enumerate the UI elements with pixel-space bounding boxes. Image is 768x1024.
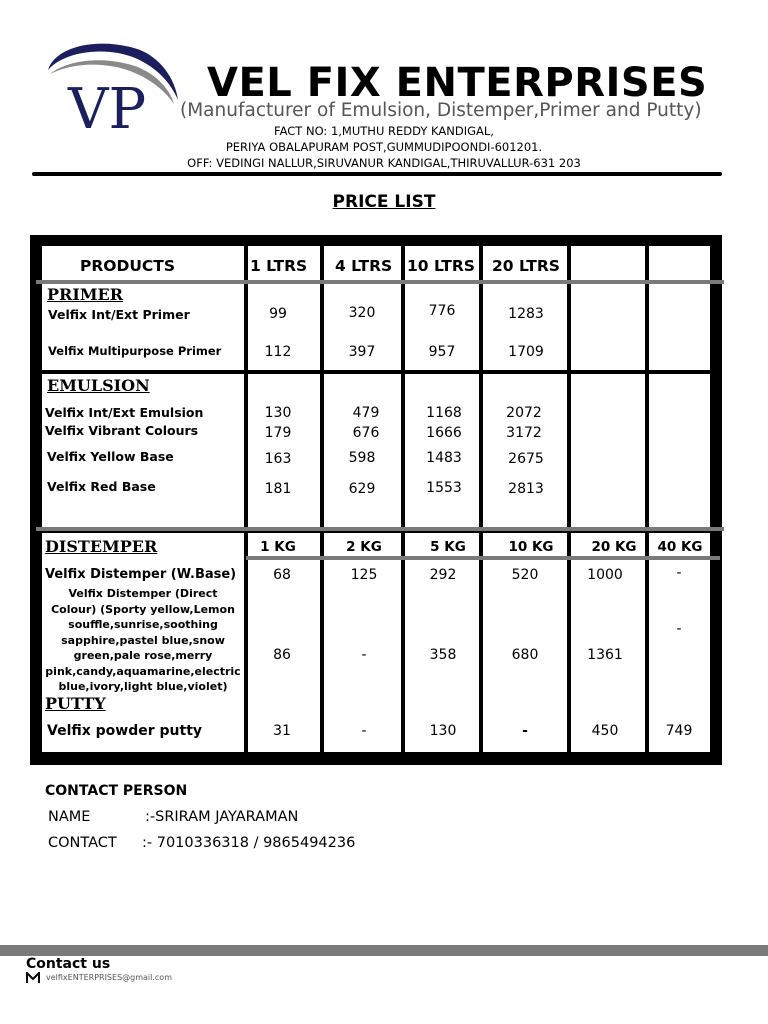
table-cell (248, 533, 320, 752)
price-cell: - (522, 723, 528, 739)
logo-text: VP (68, 77, 147, 133)
product-name: Velfix Red Base (47, 479, 156, 494)
price-cell: 358 (429, 647, 457, 663)
price-cell: 130 (429, 723, 457, 739)
price-cell: 130 (264, 405, 292, 421)
product-description: Velfix Distemper (Direct Colour) (Sporty yellow,Lemon souffle,sunrise,soothing sapphire,pastel blue,snow green,pale rose,merry pink,candy,aquamarine,electric blue,ivory,light blue,violet) (45, 587, 241, 693)
product-name: Velfix Multipurpose Primer (48, 344, 222, 358)
price-cell: 1709 (508, 344, 544, 360)
price-cell: 680 (511, 647, 539, 663)
table-cell (649, 246, 710, 370)
price-cell: - (676, 565, 682, 581)
header-20-ltrs: 20 LTRS (492, 257, 560, 275)
price-cell: 520 (511, 567, 539, 583)
price-cell: - (676, 621, 682, 637)
price-cell: 31 (273, 723, 291, 739)
price-cell: 125 (350, 567, 378, 583)
grey-rule (36, 280, 724, 284)
grey-rule (36, 527, 724, 531)
address-line-3: OFF: VEDINGI NALLUR,SIRUVANUR KANDIGAL,THIRUVALLUR-631 203 (187, 156, 581, 170)
table-cell (324, 533, 401, 752)
company-name: VEL FIX ENTERPRISES (207, 60, 708, 106)
price-cell: 2072 (506, 405, 542, 421)
category-emulsion: EMULSION (47, 376, 150, 395)
product-name: Velfix Int/Ext Emulsion (45, 405, 204, 420)
category-distemper: DISTEMPER (45, 537, 158, 556)
price-cell: 1000 (587, 567, 623, 583)
address-line-1: FACT NO: 1,MUTHU REDDY KANDIGAL, (274, 124, 494, 138)
company-tagline: (Manufacturer of Emulsion, Distemper,Primer and Putty) (180, 100, 702, 121)
price-cell: 749 (665, 723, 693, 739)
price-cell: 397 (348, 344, 376, 360)
footer-email[interactable]: velfixENTERPRISES@gmail.com (46, 973, 172, 982)
name-value: :-SRIRAM JAYARAMAN (145, 809, 299, 825)
header-40-kg: 40 KG (657, 539, 703, 555)
price-cell: 1666 (426, 425, 462, 441)
price-cell: 2813 (508, 481, 544, 497)
contact-heading: CONTACT PERSON (45, 783, 188, 799)
price-cell: 163 (264, 451, 292, 467)
price-cell: 450 (591, 723, 619, 739)
price-cell: 86 (273, 647, 291, 663)
price-cell: 99 (269, 306, 287, 322)
price-cell: 776 (428, 303, 456, 319)
company-logo (40, 38, 180, 133)
header-divider (32, 172, 722, 176)
category-primer: PRIMER (47, 285, 124, 304)
price-cell: 179 (264, 425, 292, 441)
product-name: Velfix Vibrant Colours (45, 423, 199, 438)
price-cell: 676 (352, 425, 380, 441)
price-cell: - (361, 647, 367, 663)
price-cell: 957 (428, 344, 456, 360)
footer-heading: Contact us (26, 956, 111, 972)
contact-label: CONTACT (48, 835, 117, 851)
category-putty: PUTTY (45, 694, 106, 713)
header-4-ltrs: 4 LTRS (335, 257, 393, 275)
table-cell (483, 533, 567, 752)
price-cell: 2675 (508, 451, 544, 467)
page-title: PRICE LIST (332, 192, 436, 212)
contact-value: :- 7010336318 / 9865494236 (142, 835, 356, 851)
price-cell: 629 (348, 481, 376, 497)
price-cell: 320 (348, 305, 376, 321)
footer-bar (0, 945, 768, 956)
price-cell: 479 (352, 405, 380, 421)
table-cell (571, 374, 645, 528)
price-cell: 292 (429, 567, 457, 583)
price-cell: 68 (273, 567, 291, 583)
header-2-kg: 2 KG (346, 539, 382, 555)
address-line-2: PERIYA OBALAPURAM POST,GUMMUDIPOONDI-601201. (225, 140, 543, 154)
header-10-kg: 10 KG (508, 539, 554, 555)
table-cell (571, 246, 645, 370)
product-name: Velfix Int/Ext Primer (48, 307, 190, 322)
price-cell: 112 (264, 344, 292, 360)
product-name: Velfix Yellow Base (47, 449, 174, 464)
mail-icon (26, 972, 40, 984)
table-cell (405, 533, 479, 752)
header-products: PRODUCTS (80, 257, 176, 275)
price-cell: 3172 (506, 425, 542, 441)
header-1-ltrs: 1 LTRS (250, 257, 308, 275)
header-1-kg: 1 KG (260, 539, 296, 555)
price-cell: 1168 (426, 405, 462, 421)
product-name: Velfix Distemper (W.Base) (45, 567, 237, 582)
table-cell (649, 374, 710, 528)
price-cell: - (361, 723, 367, 739)
header-10-ltrs: 10 LTRS (407, 257, 475, 275)
price-cell: 181 (264, 481, 292, 497)
price-cell: 1283 (508, 306, 544, 322)
header-20-kg: 20 KG (591, 539, 637, 555)
header-5-kg: 5 KG (430, 539, 466, 555)
price-cell: 1483 (426, 450, 462, 466)
name-label: NAME (48, 809, 91, 825)
grey-rule (246, 556, 720, 560)
price-cell: 1553 (426, 480, 462, 496)
table-cell (571, 533, 645, 752)
product-name: Velfix powder putty (47, 723, 203, 739)
price-cell: 1361 (587, 647, 623, 663)
price-cell: 598 (348, 450, 376, 466)
